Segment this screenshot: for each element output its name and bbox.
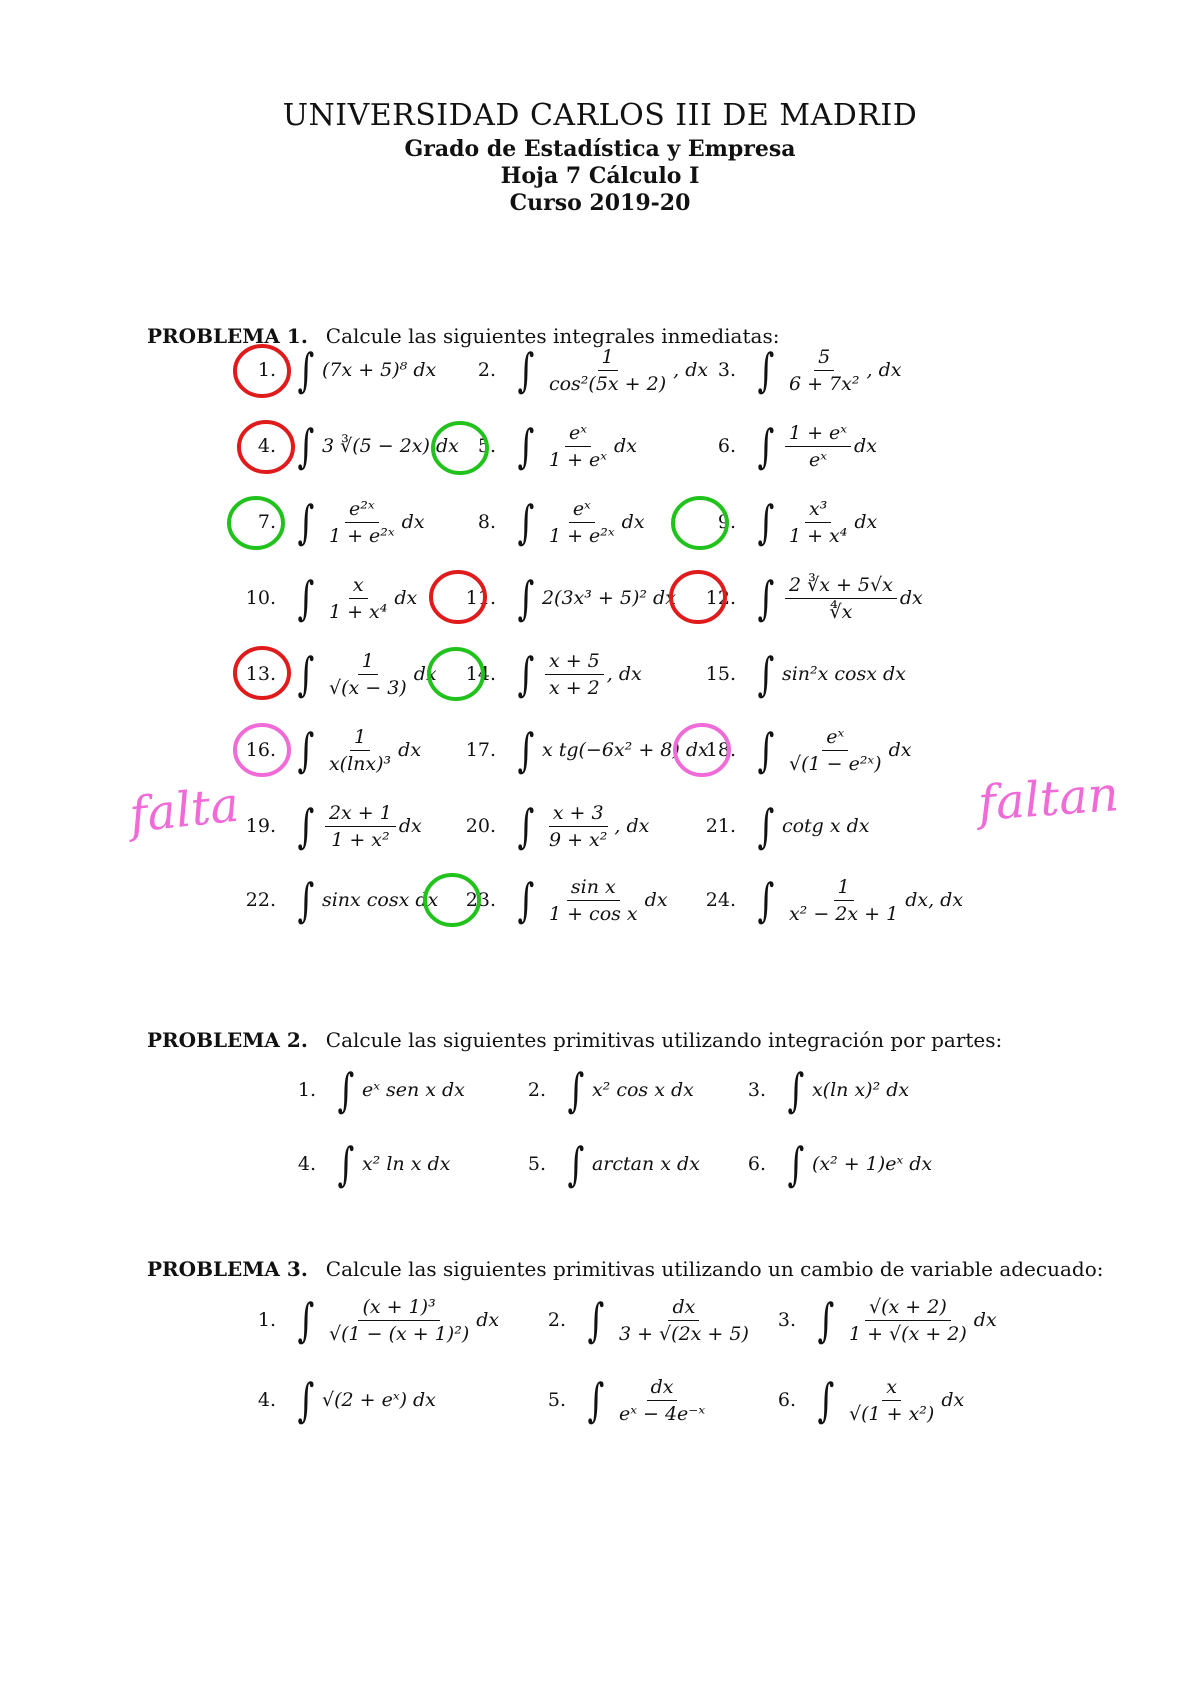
numerator: 1 [350,726,370,751]
numerator: x + 3 [549,802,608,827]
problem3-title: PROBLEMA 3. [147,1257,308,1281]
integrand: (x² + 1)eˣ dx [811,1153,933,1175]
exercise-item [230,334,436,406]
integral-sign-icon: ∫ [297,799,315,853]
integrand: dx, dx [905,889,964,911]
integral-sign-icon: ∫ [757,343,775,397]
exercise-item [690,638,906,710]
numerator: 5 [814,346,834,371]
exercise-number: 2. [477,359,496,381]
denominator: 3 + √(2x + 5) [618,1322,749,1345]
integrand: , dx [614,815,650,837]
exercise-item [450,334,708,406]
numerator: √(x + 2) [865,1296,951,1321]
integral-sign-icon: ∫ [297,419,315,473]
exercise-item [520,1284,756,1356]
exercise-item [750,1284,997,1356]
exercise-number: 3. [777,1309,796,1331]
fraction [545,802,611,851]
exercise-number: 21. [705,815,736,837]
numerator: 1 [834,876,854,901]
fraction [325,498,399,547]
exercise-item [520,1364,712,1436]
integrand: dx [644,889,668,911]
fraction [325,1296,473,1345]
integral-sign-icon: ∫ [297,1293,315,1347]
exercise-item [690,410,877,482]
exercise-item [690,334,901,406]
denominator: eˣ − 4e⁻ˣ [618,1402,706,1425]
integral-sign-icon: ∫ [517,419,535,473]
numerator: 2 ∛x + 5√x [785,574,897,599]
exercise-item [500,1128,700,1200]
integrand: eˣ sen x dx [361,1079,465,1101]
exercise-number: 9. [717,511,736,533]
exercise-number: 2. [527,1079,546,1101]
fraction [615,1296,753,1345]
numerator: x [882,1376,901,1401]
exercise-item [690,562,923,634]
exercise-number: 12. [705,587,736,609]
exercise-item [230,864,438,936]
exercise-item [450,562,676,634]
exercise-item [750,1364,964,1436]
integrand: x² ln x dx [361,1153,451,1175]
numerator: 2x + 1 [325,802,396,827]
exercise-item [230,1364,436,1436]
integrand: cotg x dx [781,815,870,837]
exercise-number: 24. [705,889,736,911]
exercise-number: 13. [245,663,276,685]
exercise-number: 17. [465,739,496,761]
integrand: arctan x dx [591,1153,700,1175]
integral-sign-icon: ∫ [517,495,535,549]
exercise-number: 1. [257,359,276,381]
exercise-number: 2. [547,1309,566,1331]
integral-sign-icon: ∫ [567,1063,585,1117]
fraction [545,876,642,925]
numerator: eˣ [822,726,848,751]
integrand: 3 ∛(5 − 2x) dx [321,435,459,457]
integral-sign-icon: ∫ [757,571,775,625]
integral-sign-icon: ∫ [757,647,775,701]
exercise-number: 4. [257,1389,276,1411]
fraction [845,1296,971,1345]
exercise-item [720,1054,909,1126]
exercise-item [270,1054,465,1126]
integral-sign-icon: ∫ [297,647,315,701]
numerator: x³ [805,498,831,523]
integral-sign-icon: ∫ [297,571,315,625]
integral-sign-icon: ∫ [297,343,315,397]
problem2-heading [147,1028,1002,1052]
exercise-number: 3. [747,1079,766,1101]
integrand: dx [973,1309,997,1331]
exercise-item [450,790,649,862]
fraction [785,346,864,395]
exercise-item [450,410,637,482]
numerator: eˣ [565,422,591,447]
exercise-item [500,1054,694,1126]
denominator: cos²(5x + 2) [548,372,667,395]
exercise-number: 6. [747,1153,766,1175]
denominator: 1 + e²ˣ [548,524,615,547]
exercise-number: 18. [705,739,736,761]
exercise-number: 4. [297,1153,316,1175]
denominator: x² − 2x + 1 [788,902,899,925]
integrand: dx [888,739,912,761]
integral-sign-icon: ∫ [787,1063,805,1117]
numerator: eˣ [569,498,595,523]
denominator: 1 + cos x [548,902,638,925]
integrand: dx [398,815,422,837]
problem3-heading [147,1257,1103,1281]
integrand: , dx [606,663,642,685]
integral-sign-icon: ∫ [517,571,535,625]
exercise-number: 15. [705,663,736,685]
denominator: 1 + x² [331,828,390,851]
numerator: dx [668,1296,699,1321]
integrand: dx [394,587,418,609]
integrand: dx [941,1389,965,1411]
exercise-item [230,638,437,710]
denominator: √(1 − e²ˣ) [788,752,882,775]
note-falta: falta [126,776,242,844]
numerator: 1 [598,346,618,371]
integral-sign-icon: ∫ [567,1137,585,1191]
exercise-number: 19. [245,815,276,837]
exercise-number: 3. [717,359,736,381]
denominator: 1 + e²ˣ [328,524,395,547]
exercise-item [230,790,422,862]
integrand: dx [398,739,422,761]
exercise-number: 4. [257,435,276,457]
exercise-number: 11. [465,587,496,609]
integral-sign-icon: ∫ [757,723,775,777]
exercise-number: 16. [245,739,276,761]
integral-sign-icon: ∫ [757,799,775,853]
fraction [845,1376,938,1425]
integral-sign-icon: ∫ [757,495,775,549]
numerator: x + 5 [545,650,604,675]
fraction [785,574,897,623]
integrand: dx [621,511,645,533]
fraction [545,498,619,547]
integrand: sin²x cosx dx [781,663,906,685]
integrand: dx [854,435,877,457]
integral-sign-icon: ∫ [587,1293,605,1347]
fraction [785,498,851,547]
note-faltan: faltan [976,766,1121,832]
denominator: √(1 − (x + 1)²) [328,1322,470,1345]
denominator: eˣ [809,448,827,471]
integral-sign-icon: ∫ [517,343,535,397]
integral-sign-icon: ∫ [337,1137,355,1191]
sheet-title: Hoja 7 Cálculo I [500,163,700,189]
integral-sign-icon: ∫ [587,1373,605,1427]
exercise-item [270,1128,450,1200]
exercise-number: 22. [245,889,276,911]
exercise-number: 5. [477,435,496,457]
fraction [325,726,395,775]
exercise-number: 10. [245,587,276,609]
numerator: 1 + eˣ [785,422,851,447]
fraction [785,876,902,925]
fraction [325,802,396,851]
exercise-item [450,714,709,786]
university-title: UNIVERSIDAD CARLOS III DE MADRID [282,98,918,133]
exercise-number: 23. [465,889,496,911]
integral-sign-icon: ∫ [757,873,775,927]
integral-sign-icon: ∫ [817,1373,835,1427]
integral-sign-icon: ∫ [817,1293,835,1347]
exercise-item [690,714,911,786]
exercise-item [230,486,425,558]
integral-sign-icon: ∫ [517,647,535,701]
integrand: dx [899,587,923,609]
exercise-number: 6. [777,1389,796,1411]
numerator: e²ˣ [345,498,379,523]
exercise-number: 5. [527,1153,546,1175]
problem2-title: PROBLEMA 2. [147,1028,308,1052]
problem3-text: Calcule las siguientes primitivas utilizando un cambio de variable adecuado: [325,1257,1104,1281]
exercise-item [720,1128,932,1200]
integrand: sinx cosx dx [321,889,439,911]
denominator: √(1 + x²) [848,1402,935,1425]
integrand: dx [854,511,878,533]
integrand: 2(3x³ + 5)² dx [541,587,676,609]
exercise-number: 6. [717,435,736,457]
exercise-item [230,714,421,786]
problem2-text: Calcule las siguientes primitivas utilizando integración por partes: [325,1028,1003,1052]
integrand: x tg(−6x² + 8) dx [541,739,709,761]
integral-sign-icon: ∫ [297,1373,315,1427]
integral-sign-icon: ∫ [517,799,535,853]
denominator: x + 2 [548,676,600,699]
denominator: x(lnx)³ [328,752,392,775]
integrand: dx [614,435,637,457]
integrand: , dx [673,359,709,381]
exercise-number: 20. [465,815,496,837]
exercise-item [230,562,417,634]
numerator: dx [647,1376,678,1401]
denominator: 1 + √(x + 2) [848,1322,967,1345]
fraction [325,574,391,623]
denominator: 1 + x⁴ [328,600,388,623]
integral-sign-icon: ∫ [757,419,775,473]
integrand: (7x + 5)⁸ dx [321,359,437,381]
exercise-item [690,790,870,862]
integrand: dx [401,511,425,533]
exercise-item [450,638,642,710]
degree-title: Grado de Estadística y Empresa [404,136,796,162]
integral-sign-icon: ∫ [337,1063,355,1117]
fraction [785,422,851,471]
exercise-item [450,486,645,558]
integrand: x(ln x)² dx [811,1079,910,1101]
exercise-item [690,486,877,558]
denominator: ∜x [829,600,853,623]
denominator: 1 + eˣ [548,448,608,471]
problem1-title: PROBLEMA 1. [147,324,308,348]
denominator: 6 + 7x² [788,372,860,395]
exercise-item [230,1284,499,1356]
numerator: x [349,574,368,599]
exercise-number: 1. [297,1079,316,1101]
fraction [325,650,411,699]
exercise-item [450,864,668,936]
integrand: √(2 + eˣ) dx [321,1389,436,1411]
fraction [615,1376,709,1425]
numerator: (x + 1)³ [358,1296,439,1321]
integral-sign-icon: ∫ [297,723,315,777]
denominator: 1 + x⁴ [788,524,848,547]
fraction [545,422,611,471]
fraction [545,346,670,395]
exercise-number: 14. [465,663,496,685]
fraction [545,650,604,699]
exercise-number: 8. [477,511,496,533]
exercise-number: 1. [257,1309,276,1331]
course-title: Curso 2019-20 [509,190,691,216]
problem1-text: Calcule las siguientes integrales inmediatas: [325,324,780,348]
numerator: sin x [567,876,620,901]
integral-sign-icon: ∫ [517,873,535,927]
denominator: 9 + x² [548,828,608,851]
integrand: , dx [866,359,902,381]
integrand: dx [476,1309,500,1331]
numerator: 1 [358,650,378,675]
integral-sign-icon: ∫ [297,873,315,927]
integral-sign-icon: ∫ [517,723,535,777]
fraction [785,726,886,775]
integrand: dx [413,663,437,685]
exercise-item [690,864,963,936]
integral-sign-icon: ∫ [297,495,315,549]
denominator: √(x − 3) [328,676,407,699]
exercise-item [230,410,459,482]
integrand: x² cos x dx [591,1079,694,1101]
exercise-number: 5. [547,1389,566,1411]
exercise-number: 7. [257,511,276,533]
integral-sign-icon: ∫ [787,1137,805,1191]
